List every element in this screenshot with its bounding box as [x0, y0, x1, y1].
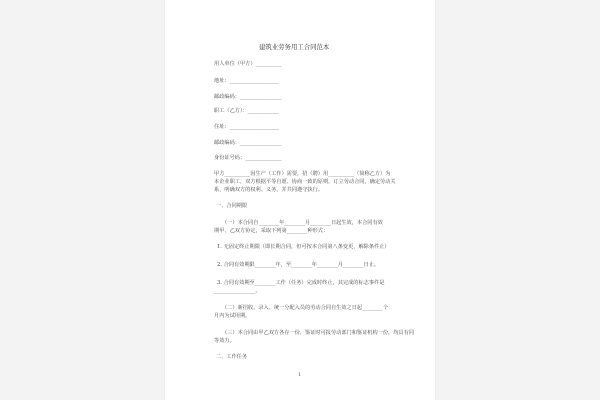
employer-field: 用人单位（甲方）__________ — [214, 61, 282, 67]
page-number: 1 — [298, 372, 302, 378]
paragraph-line: 月内为试用期。 — [214, 313, 251, 319]
section-heading: 一、合同期限 — [216, 203, 248, 209]
document-page — [165, 0, 435, 400]
paragraph-line: 等效力。 — [214, 338, 235, 344]
paragraph-line: 期甲、乙双方协定，采取下列第________种形式： — [214, 228, 329, 234]
paragraph-line: 1. 无固定终止期限（即长期合同，但可按本合同第八条变更、解除条件止） — [217, 244, 390, 250]
document-title: 建筑业劳务用工合同范本 — [259, 43, 330, 51]
paragraph-line: ________________。 — [214, 288, 261, 294]
paragraph-line: 3. 合同有效期至________工作（任务）完成时终止，其完成的标志事件是 — [217, 280, 385, 286]
address-field: 地址：___________________ — [214, 78, 279, 84]
id-number-field: 身份证号码：______________ — [214, 155, 282, 161]
employee-field: 职工（乙方）：____________ — [214, 108, 279, 114]
paragraph-line: 甲方__________因生产（工作）需要，招（聘）用__________（简称乙方）为 — [214, 171, 391, 177]
paragraph-line: （三）本合同由甲乙双方各存一份，鉴证时可报劳动部门和鉴证机构一份，均具有同 — [222, 330, 414, 336]
paragraph-line: 2. 合同有效期限________年，至________年________月________日止。 — [217, 262, 380, 268]
paragraph-line: （一）本合同自________年________月________日起生效，本合同有效 — [222, 220, 383, 226]
paragraph-line: 系，明确双方的权利、义务，并共同遵守执行。 — [214, 187, 323, 193]
postal-code-field: 邮政编码：________________ — [214, 94, 282, 100]
paragraph-line: （二）新招收、录入、统一分配入员的劳动合同自生效之日起________个 — [222, 305, 389, 311]
postal-code-field-2: 邮政编码：________________ — [214, 140, 282, 146]
paragraph-line: 本企业职工，双方根据平等自愿、协商一致的原则，订立劳动合同，确定劳动关 — [214, 179, 396, 185]
residence-field: 住址：___________________ — [214, 124, 279, 130]
section-heading: 二、工作任务 — [216, 354, 248, 360]
